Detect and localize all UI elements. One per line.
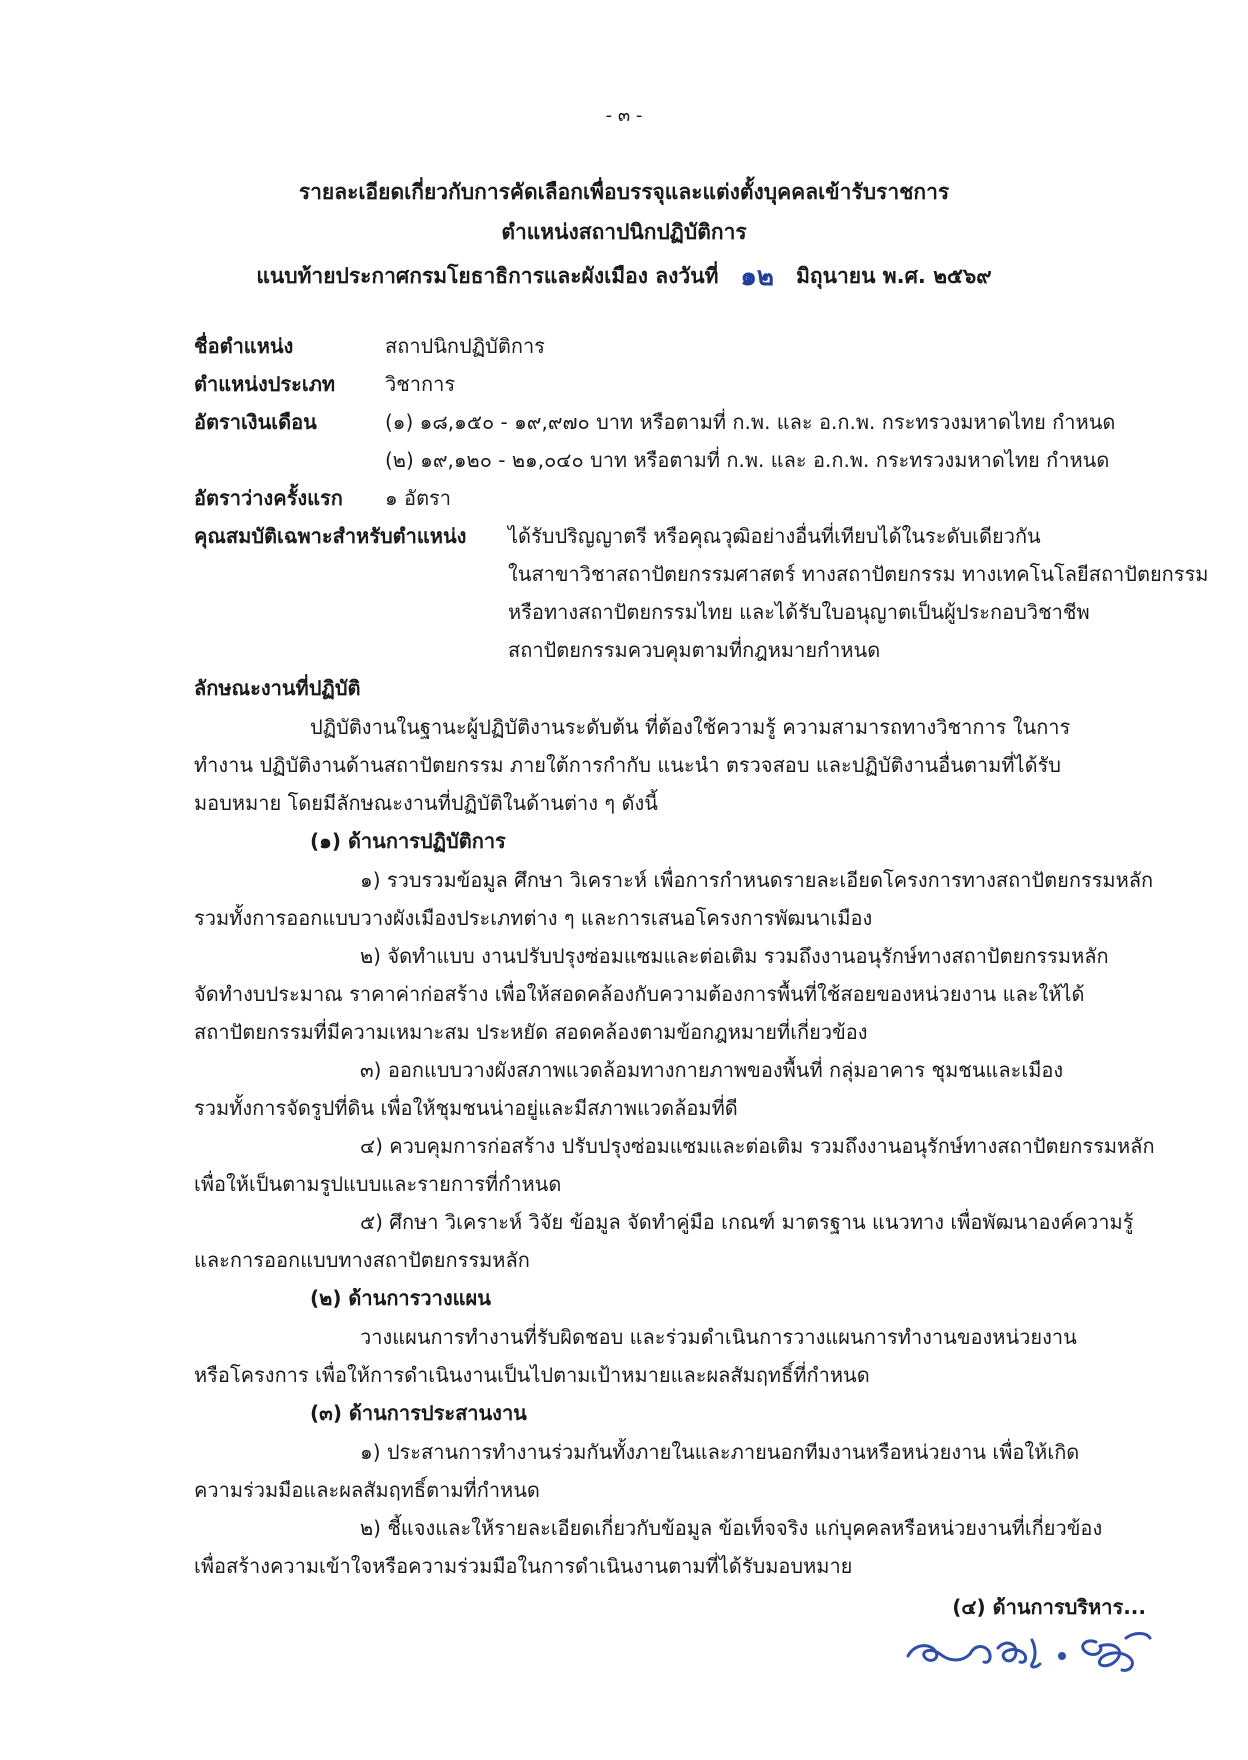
section-2-heading: (๒) ด้านการวางแผน bbox=[310, 1286, 491, 1310]
section-1-line: รวมทั้งการจัดรูปที่ดิน เพื่อให้ชุมชนน่าอยู่และมีสภาพแวดล้อมที่ดี bbox=[194, 1096, 738, 1120]
continued-next-page: (๔) ด้านการบริหาร... bbox=[952, 1595, 1146, 1619]
section-1-line: รวมทั้งการออกแบบวางผังเมืองประเภทต่าง ๆ และการเสนอโครงการพัฒนาเมือง bbox=[194, 906, 873, 930]
section-1-line: และการออกแบบทางสถาปัตยกรรมหลัก bbox=[194, 1248, 530, 1272]
section-1-line: ๔) ควบคุมการก่อสร้าง ปรับปรุงซ่อมแซมและต่อเติม รวมถึงงานอนุรักษ์ทางสถาปัตยกรรมหลัก bbox=[360, 1134, 1155, 1158]
qualification-label: คุณสมบัติเฉพาะสำหรับตำแหน่ง bbox=[194, 524, 467, 548]
vacancy-value: ๑ อัตรา bbox=[385, 486, 452, 510]
section-1-line: ๕) ศึกษา วิเคราะห์ วิจัย ข้อมูล จัดทำคู่มือ เกณฑ์ มาตรฐาน แนวทาง เพื่อพัฒนาองค์ความรู้ bbox=[360, 1210, 1134, 1234]
section-3-line: เพื่อสร้างความเข้าใจหรือความร่วมมือในการดำเนินงานตามที่ได้รับมอบหมาย bbox=[194, 1554, 853, 1578]
section-2-line: หรือโครงการ เพื่อให้การดำเนินงานเป็นไปตามเป้าหมายและผลสัมฤทธิ์ที่กำหนด bbox=[194, 1363, 870, 1387]
duties-intro-line: ทำงาน ปฏิบัติงานด้านสถาปัตยกรรม ภายใต้การกำกับ แนะนำ ตรวจสอบ และปฏิบัติงานอื่นตามที่ได้รับ bbox=[194, 753, 1061, 777]
section-3-line: ๒) ชี้แจงและให้รายละเอียดเกี่ยวกับข้อมูล ข้อเท็จจริง แก่บุคคลหรือหน่วยงานที่เกี่ยวข้อง bbox=[360, 1516, 1103, 1540]
section-1-line: ๒) จัดทำแบบ งานปรับปรุงซ่อมแซมและต่อเติม รวมถึงงานอนุรักษ์ทางสถาปัตยกรรมหลัก bbox=[360, 944, 1109, 968]
handwritten-day: ๑๒ bbox=[740, 262, 775, 292]
section-1-line: ๑) รวบรวมข้อมูล ศึกษา วิเคราะห์ เพื่อการกำหนดรายละเอียดโครงการทางสถาปัตยกรรมหลัก bbox=[360, 868, 1154, 892]
section-1-line: จัดทำงบประมาณ ราคาค่าก่อสร้าง เพื่อให้สอดคล้องกับความต้องการพื้นที่ใช้สอยของหน่วยงาน และให้ได้ bbox=[194, 982, 1085, 1006]
section-3-line: ความร่วมมือและผลสัมฤทธิ์ตามที่กำหนด bbox=[194, 1478, 540, 1502]
type-value: วิชาการ bbox=[385, 372, 456, 396]
title-line-3 bbox=[0, 256, 1248, 297]
type-label: ตำแหน่งประเภท bbox=[194, 372, 336, 396]
salary-rate-1: (๑) ๑๘,๑๕๐ - ๑๙,๙๗๐ บาท หรือตามที่ ก.พ. และ อ.ก.พ. กระทรวงมหาดไทย กำหนด bbox=[385, 410, 1116, 434]
salary-rate-2: (๒) ๑๙,๑๒๐ - ๒๑,๐๔๐ บาท หรือตามที่ ก.พ. และ อ.ก.พ. กระทรวงมหาดไทย กำหนด bbox=[385, 448, 1110, 472]
section-1-line: ๓) ออกแบบวางผังสภาพแวดล้อมทางกายภาพของพื้นที่ กลุ่มอาคาร ชุมชนและเมือง bbox=[360, 1058, 1064, 1082]
qualification-line: สถาปัตยกรรมควบคุมตามที่กฎหมายกำหนด bbox=[508, 638, 881, 662]
section-3-line: ๑) ประสานการทำงานร่วมกันทั้งภายในและภายนอกทีมงานหรือหน่วยงาน เพื่อให้เกิด bbox=[360, 1440, 1080, 1464]
section-1-heading: (๑) ด้านการปฏิบัติการ bbox=[310, 829, 506, 853]
title-month-year: มิถุนายน พ.ศ. ๒๕๖๙ bbox=[796, 264, 992, 288]
qualification-line: หรือทางสถาปัตยกรรมไทย และได้รับใบอนุญาตเป็นผู้ประกอบวิชาชีพ bbox=[508, 600, 1090, 624]
qualification-line: ในสาขาวิชาสถาปัตยกรรมศาสตร์ ทางสถาปัตยกรรม ทางเทคโนโลยีสถาปัตยกรรม bbox=[508, 562, 1209, 586]
title-line-2: ตำแหน่งสถาปนิกปฏิบัติการ bbox=[501, 220, 747, 244]
salary-label: อัตราเงินเดือน bbox=[194, 410, 317, 434]
position-value: สถาปนิกปฏิบัติการ bbox=[385, 334, 545, 358]
section-2-line: วางแผนการทำงานที่รับผิดชอบ และร่วมดำเนินการวางแผนการทำงานของหน่วยงาน bbox=[360, 1325, 1077, 1349]
title-prefix: แนบท้ายประกาศกรมโยธาธิการและผังเมือง ลงวันที่ bbox=[256, 264, 719, 288]
position-label: ชื่อตำแหน่ง bbox=[194, 334, 294, 358]
page-number: - ๓ - bbox=[605, 105, 643, 126]
duties-intro-line: ปฏิบัติงานในฐานะผู้ปฏิบัติงานระดับต้น ที่ต้องใช้ความรู้ ความสามารถทางวิชาการ ในการ bbox=[310, 715, 1071, 739]
duties-heading: ลักษณะงานที่ปฏิบัติ bbox=[194, 676, 361, 700]
title-line-1: รายละเอียดเกี่ยวกับการคัดเลือกเพื่อบรรจุและแต่งตั้งบุคคลเข้ารับราชการ bbox=[298, 180, 950, 204]
signature-icon bbox=[900, 1608, 1180, 1678]
section-1-line: เพื่อให้เป็นตามรูปแบบและรายการที่กำหนด bbox=[194, 1172, 562, 1196]
section-1-line: สถาปัตยกรรมที่มีความเหมาะสม ประหยัด สอดคล้องตามข้อกฎหมายที่เกี่ยวข้อง bbox=[194, 1020, 868, 1044]
vacancy-label: อัตราว่างครั้งแรก bbox=[194, 486, 343, 510]
qualification-line: ได้รับปริญญาตรี หรือคุณวุฒิอย่างอื่นที่เทียบได้ในระดับเดียวกัน bbox=[508, 524, 1041, 548]
section-3-heading: (๓) ด้านการประสานงาน bbox=[310, 1401, 527, 1425]
duties-intro-line: มอบหมาย โดยมีลักษณะงานที่ปฏิบัติในด้านต่าง ๆ ดังนี้ bbox=[194, 791, 658, 815]
